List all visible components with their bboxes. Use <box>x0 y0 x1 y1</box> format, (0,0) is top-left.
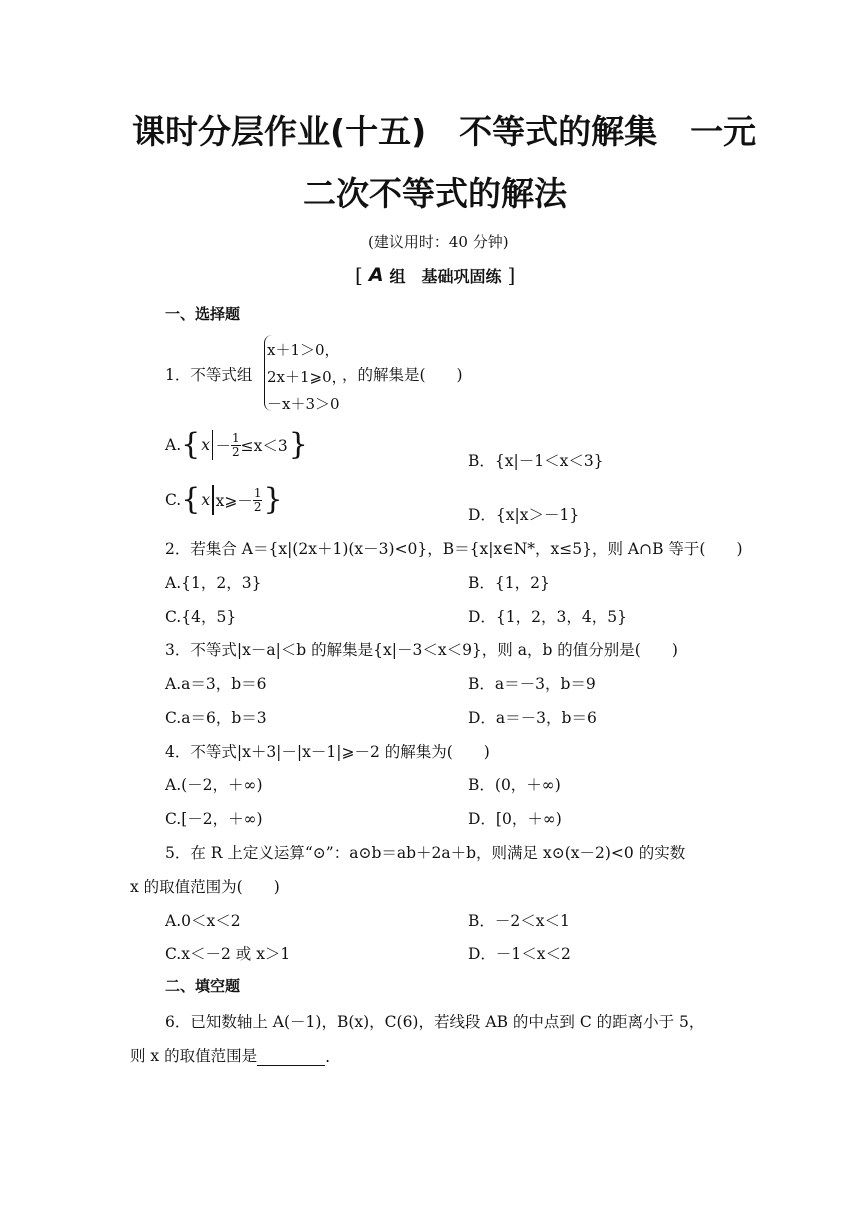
q5-option-d[interactable]: D．－1＜x＜2 <box>468 945 571 963</box>
page-title-line2: 二次不等式的解法 <box>303 174 567 213</box>
q1-c-label: C. <box>165 491 182 509</box>
q2-option-a[interactable]: A.{1，2，3} <box>165 574 262 592</box>
section-fill-blank: 二、填空题 <box>165 977 241 995</box>
q1-option-a[interactable] <box>165 427 308 462</box>
q2-stem: 2．若集合 A＝{x|(2x＋1)(x－3)<0}，B＝{x|x∈N*，x≤5}，则 A∩B 等于( ) <box>165 540 743 558</box>
q1-a-var: x <box>201 436 210 454</box>
q2-option-d[interactable]: D．{1，2，3，4，5} <box>468 608 627 626</box>
q1-a-brace-open: { <box>181 427 201 462</box>
q1-a-bar <box>212 430 214 460</box>
q5-option-a[interactable]: A.0＜x＜2 <box>165 912 241 930</box>
q1-c-fraction <box>253 487 263 514</box>
q1-option-b[interactable]: B．{x|－1＜x＜3} <box>468 452 604 470</box>
q3-option-b[interactable]: B．a＝－3，b＝9 <box>468 675 596 693</box>
q5-stem-line2: x 的取值范围为( ) <box>130 878 280 896</box>
q4-option-a[interactable]: A.(－2，＋∞) <box>165 776 263 794</box>
q3-option-a[interactable]: A.a＝3，b＝6 <box>165 675 267 693</box>
q1-line-2: 2x＋1⩾0， <box>267 368 347 386</box>
group-bracket-open: [ <box>355 263 363 287</box>
q1-suffix: ，的解集是( ) <box>342 366 463 384</box>
q1-c-brace-open: { <box>181 482 201 517</box>
q5-option-b[interactable]: B．－2＜x＜1 <box>468 912 570 930</box>
q2-option-c[interactable]: C.{4，5} <box>165 608 237 626</box>
q4-option-c[interactable]: C.[－2，＋∞) <box>165 810 263 828</box>
q4-option-b[interactable]: B．(0，＋∞) <box>468 776 561 794</box>
q1-option-c[interactable] <box>165 482 283 517</box>
page-title-line1: 课时分层作业(十五) 不等式的解集 一元 <box>132 112 757 151</box>
suggested-time: (建议用时：40 分钟) <box>368 233 509 251</box>
q1-a-den: 2 <box>231 444 240 459</box>
q1-a-post: ≤x＜3 <box>240 437 288 455</box>
q1-a-num: 1 <box>231 430 240 445</box>
q1-c-mid: x⩾－ <box>215 492 253 510</box>
group-label: 组 基础巩固练 <box>389 266 502 286</box>
group-bracket-close: ] <box>507 263 516 287</box>
q6-period: . <box>325 1048 331 1066</box>
q4-stem: 4．不等式|x＋3|－|x－1|⩾－2 的解集为( ) <box>165 743 490 761</box>
q1-c-den: 2 <box>253 499 262 514</box>
q6-answer-blank[interactable] <box>257 1051 325 1066</box>
q1-prefix: 1．不等式组 <box>165 366 253 384</box>
group-heading <box>355 263 515 287</box>
q6-stem-line2 <box>130 1044 330 1066</box>
q4-option-d[interactable]: D．[0，＋∞) <box>468 810 562 828</box>
q1-c-num: 1 <box>253 485 262 500</box>
q3-option-d[interactable]: D．a＝－3，b＝6 <box>468 709 597 727</box>
q3-stem: 3．不等式|x－a|＜b 的解集是{x|－3＜x＜9}，则 a，b 的值分别是( ) <box>165 641 678 659</box>
q1-c-bar <box>212 485 214 515</box>
q1-option-d[interactable]: D．{x|x＞－1} <box>468 506 580 524</box>
q1-a-brace-close: } <box>288 427 308 462</box>
q1-c-var: x <box>201 491 211 509</box>
q1-line-1: x＋1＞0， <box>267 341 340 359</box>
q6-stem-text: 则 x 的取值范围是 <box>130 1047 258 1065</box>
q1-a-sign: － <box>215 437 231 455</box>
group-letter: A <box>368 264 384 286</box>
q1-c-brace-close: } <box>263 482 283 517</box>
q6-stem-line1: 6．已知数轴上 A(－1)，B(x)，C(6)，若线段 AB 的中点到 C 的距离小于 5， <box>165 1013 705 1031</box>
q5-stem-line1: 5．在 R 上定义运算“⊙”：a⊙b＝ab＋2a＋b，则满足 x⊙(x－2)<0 的实数 <box>165 844 686 862</box>
q1-a-fraction <box>231 432 241 459</box>
q3-option-c[interactable]: C.a＝6，b＝3 <box>165 709 267 727</box>
q1-a-label: A. <box>165 436 182 454</box>
q5-option-c[interactable]: C.x＜－2 或 x＞1 <box>165 945 291 963</box>
q2-option-b[interactable]: B．{1，2} <box>468 574 550 592</box>
section-choice: 一、选择题 <box>165 305 241 323</box>
q1-line-3: －x＋3＞0 <box>267 395 340 413</box>
